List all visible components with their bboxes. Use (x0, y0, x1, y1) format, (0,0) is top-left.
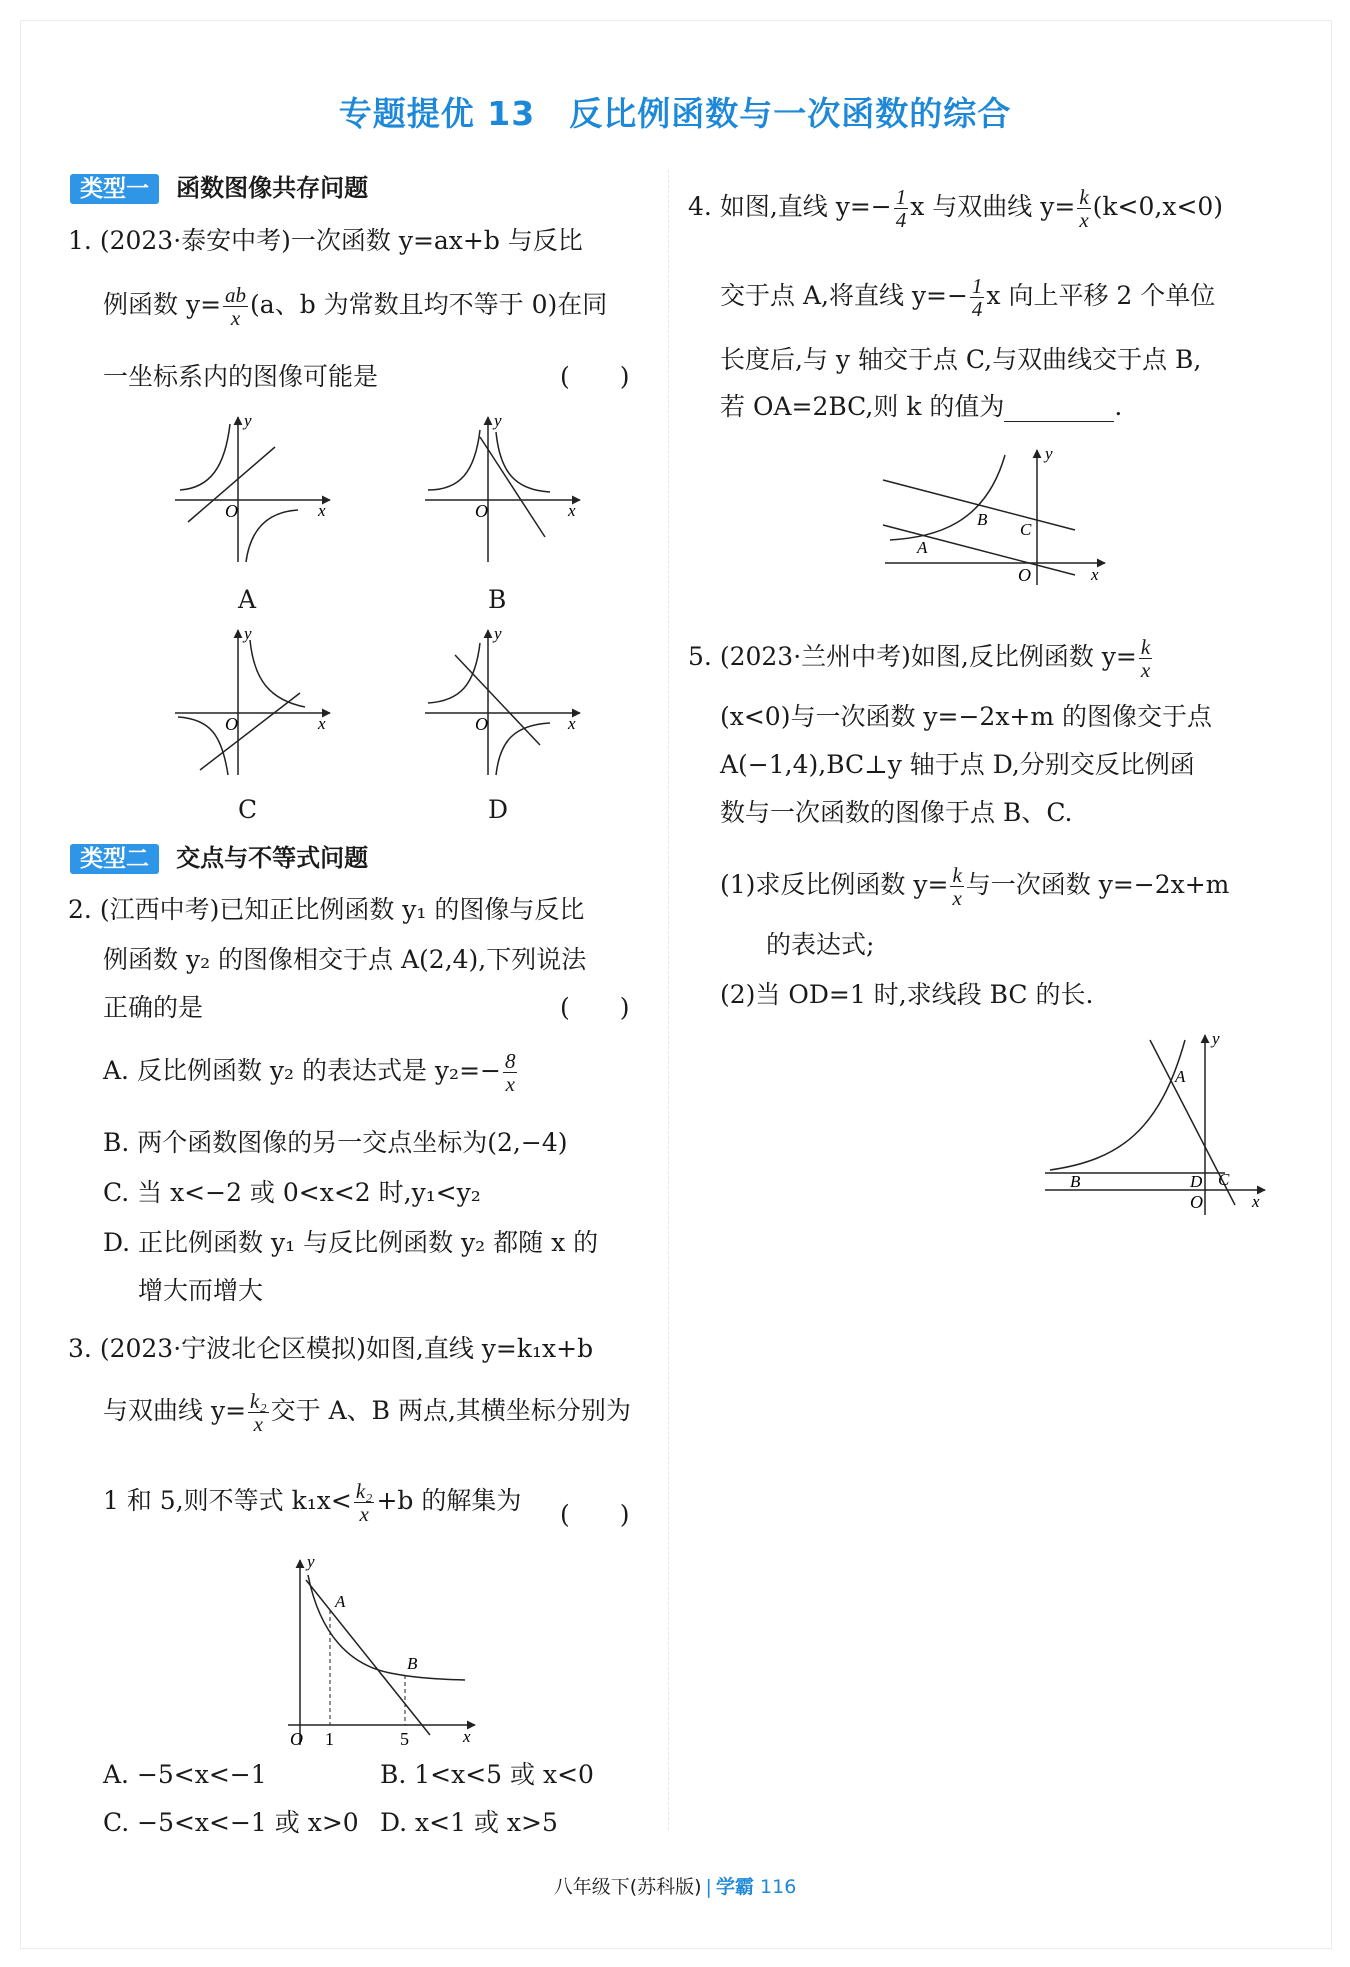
q1-text2b: (a、b 为常数且均不等于 0)在同 (250, 290, 608, 319)
page-footer: 八年级下(苏科版) | 学霸 116 (553, 1876, 797, 1898)
svg-text:x: x (463, 1727, 471, 1746)
q3-line2: 与双曲线 y= $\frac{\text{k₂}}{x}$ 交于 A、B 两点,其横坐标分别为 (103, 1389, 631, 1436)
q1-graph-b-label: B (488, 585, 507, 614)
svg-text:y: y (244, 412, 252, 430)
q5-sub2: (2)当 OD=1 时,求线段 BC 的长. (720, 980, 1094, 1009)
q2-line2: 例函数 y₂ 的图像相交于点 A(2,4),下列说法 (103, 945, 587, 974)
q3-option-d: D. x<1 或 x>5 (380, 1808, 558, 1837)
q1-line1 (68, 226, 583, 256)
svg-text:C: C (1020, 520, 1032, 539)
q4-number: 4. (688, 192, 712, 221)
section1-badge: 类型一 (70, 174, 159, 204)
svg-text:x: x (568, 714, 576, 733)
q1-graph-a (170, 412, 340, 572)
q3-option-c: C. −5<x<−1 或 x>0 (103, 1808, 359, 1837)
svg-text:B: B (1070, 1172, 1081, 1191)
svg-text:O: O (225, 714, 238, 734)
q1-text1: (2023·泰安中考)一次函数 y=ax+b 与反比 (99, 226, 583, 255)
svg-text:D: D (1190, 1172, 1203, 1191)
svg-text:A: A (1175, 1067, 1186, 1086)
q3-answer-paren: ( ) (560, 1500, 630, 1529)
svg-text:B: B (977, 510, 988, 529)
svg-text:y: y (494, 625, 502, 643)
q1-number: 1. (68, 226, 92, 255)
svg-text:5: 5 (400, 1729, 409, 1749)
q5-line1: 5. (2023·兰州中考)如图,反比例函数 y= $\frac{k}{x}$ (688, 635, 1151, 682)
svg-text:O: O (225, 501, 238, 521)
page-title: 专题提优 13 反比例函数与一次函数的综合 (338, 94, 1012, 133)
q3-line1 (68, 1334, 593, 1364)
section2-label: 交点与不等式问题 (176, 844, 369, 872)
column-divider (668, 170, 669, 1830)
footer-grade: 八年级下(苏科版) (553, 1876, 702, 1898)
section1-label: 函数图像共存问题 (176, 174, 369, 202)
svg-text:O: O (475, 501, 488, 521)
q3-text1: (2023·宁波北仑区模拟)如图,直线 y=k₁x+b (99, 1334, 594, 1363)
q4-answer-blank[interactable] (1004, 397, 1114, 422)
svg-text:y: y (1045, 445, 1053, 463)
q2-option-d-line1: D. 正比例函数 y₁ 与反比例函数 y₂ 都随 x 的 (103, 1228, 599, 1257)
q2-number: 2. (68, 895, 92, 924)
q1-graph-a-label: A (238, 585, 257, 614)
q1-graph-d-label: D (488, 795, 509, 824)
q4-line3: 长度后,与 y 轴交于点 C,与双曲线交于点 B, (720, 345, 1202, 374)
q1-fraction: $\frac{ab}{x}$ (225, 283, 247, 330)
svg-text:x: x (318, 714, 326, 733)
q5-number: 5. (688, 642, 712, 671)
svg-text:y: y (1212, 1030, 1220, 1048)
section2-header (70, 838, 368, 873)
q4-line1: 4. 如图,直线 y=− $\frac{1}{4}$ x 与双曲线 y= $\frac{k}{x}$ (k<0,x<0) (688, 185, 1224, 232)
q2-line3: 正确的是 (103, 993, 204, 1022)
svg-text:y: y (244, 625, 252, 643)
q3-option-a: A. −5<x<−1 (103, 1760, 267, 1789)
svg-text:y: y (307, 1555, 315, 1571)
svg-text:A: A (335, 1592, 346, 1611)
q2-option-b: B. 两个函数图像的另一交点坐标为(2,−4) (103, 1128, 568, 1157)
q5-line2: (x<0)与一次函数 y=−2x+m 的图像交于点 (720, 702, 1213, 731)
q1-graph-c-label: C (238, 795, 258, 824)
svg-text:A: A (917, 538, 928, 557)
svg-text:C: C (1218, 1170, 1230, 1189)
svg-text:x: x (1252, 1192, 1260, 1211)
q3-graph (280, 1555, 480, 1750)
q3-option-b: B. 1<x<5 或 x<0 (380, 1760, 594, 1789)
svg-text:O: O (475, 714, 488, 734)
svg-text:x: x (568, 501, 576, 520)
svg-text:O: O (1018, 565, 1031, 585)
q4-line4: 若 OA=2BC,则 k 的值为 . (720, 392, 1123, 421)
q2-line1 (68, 895, 584, 925)
svg-text:x: x (318, 501, 326, 520)
q2-answer-paren: ( ) (560, 993, 630, 1022)
svg-text:1: 1 (325, 1729, 334, 1749)
q1-line2 (103, 284, 607, 329)
section2-badge: 类型二 (70, 844, 159, 874)
svg-text:x: x (1091, 565, 1099, 584)
svg-text:B: B (407, 1654, 418, 1673)
q1-line3: 一坐标系内的图像可能是 (103, 362, 379, 391)
q5-graph (1040, 1030, 1270, 1220)
svg-text:y: y (494, 412, 502, 430)
q1-answer-paren: ( ) (560, 362, 630, 391)
q1-graph-d (420, 625, 590, 785)
q2-option-d-line2: 增大而增大 (138, 1276, 264, 1305)
svg-text:O: O (1190, 1192, 1203, 1212)
q2-option-c: C. 当 x<−2 或 0<x<2 时,y₁<y₂ (103, 1178, 481, 1207)
q2-option-a: A. 反比例函数 y₂ 的表达式是 y₂=− $\frac{8}{x}$ (103, 1049, 516, 1096)
q5-line4: 数与一次函数的图像于点 B、C. (720, 798, 1073, 827)
q4-line2: 交于点 A,将直线 y=− $\frac{1}{4}$ x 向上平移 2 个单位 (720, 274, 1216, 321)
svg-text:O: O (290, 1729, 303, 1749)
q5-sub1: (1)求反比例函数 y= $\frac{k}{x}$ 与一次函数 y=−2x+m (720, 863, 1230, 910)
footer-page-number: 116 (760, 1876, 797, 1898)
q3-number: 3. (68, 1334, 92, 1363)
q2-text1: (江西中考)已知正比例函数 y₁ 的图像与反比 (99, 895, 585, 924)
q1-graph-b (420, 412, 590, 572)
q3-line3: 1 和 5,则不等式 k₁x< $\frac{\text{k₂}}{x}$ +b 的解集为 (103, 1479, 522, 1526)
q1-graph-c (170, 625, 340, 785)
footer-brand: 学霸 (715, 1876, 754, 1898)
section1-header (70, 168, 368, 203)
q5-sub1-cont: 的表达式; (766, 930, 875, 959)
q1-text2a: 例函数 y= (103, 290, 222, 319)
q4-graph (875, 445, 1115, 590)
q5-line3: A(−1,4),BC⊥y 轴于点 D,分别交反比例函 (720, 750, 1195, 779)
